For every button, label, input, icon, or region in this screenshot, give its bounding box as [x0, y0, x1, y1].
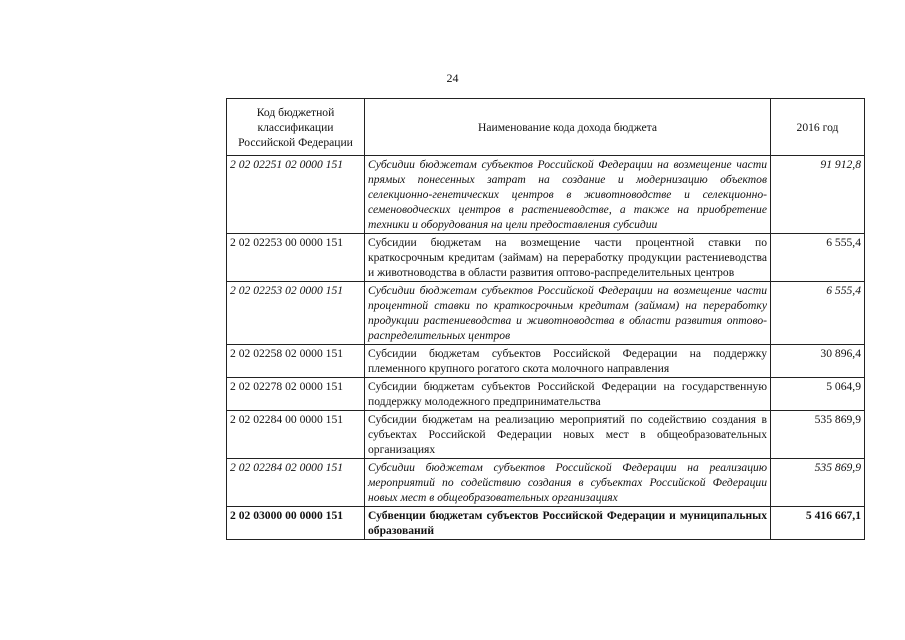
row-name: Субвенции бюджетам субъектов Российской Федерации и муниципальных образований	[365, 507, 771, 540]
row-name: Субсидии бюджетам субъектов Российской Федерации на возмещение части прямых понесенных затрат на создание и модернизацию объектов селекционно-генетических центров в животноводстве и селекционно-семеноводческих центров в растениеводстве, а также на приобретение техники и оборудования на цели предоставления субсидии	[365, 156, 771, 234]
row-name: Субсидии бюджетам на реализацию мероприятий по содействию создания в субъектах Российской Федерации новых мест в общеобразовательных организациях	[365, 411, 771, 459]
budget-revenue-table	[226, 98, 865, 540]
row-code: 2 02 02258 02 0000 151	[227, 345, 365, 378]
row-amount: 91 912,8	[771, 156, 865, 234]
table-row	[227, 156, 865, 234]
row-amount: 5 064,9	[771, 378, 865, 411]
header-year: 2016 год	[771, 99, 865, 156]
row-amount: 535 869,9	[771, 459, 865, 507]
header-code: Код бюджетной классификации Российской Федерации	[227, 99, 365, 156]
header-name: Наименование кода дохода бюджета	[365, 99, 771, 156]
table-row	[227, 378, 865, 411]
table-row	[227, 345, 865, 378]
table-row	[227, 507, 865, 540]
table-row	[227, 459, 865, 507]
row-amount: 535 869,9	[771, 411, 865, 459]
row-code: 2 02 02284 00 0000 151	[227, 411, 365, 459]
row-code: 2 02 02253 02 0000 151	[227, 282, 365, 345]
table-row	[227, 411, 865, 459]
row-code: 2 02 02278 02 0000 151	[227, 378, 365, 411]
row-name: Субсидии бюджетам субъектов Российской Федерации на государственную поддержку молодежного предпринимательства	[365, 378, 771, 411]
row-name: Субсидии бюджетам субъектов Российской Федерации на поддержку племенного крупного рогатого скота молочного направления	[365, 345, 771, 378]
row-amount: 6 555,4	[771, 282, 865, 345]
table-header-row	[227, 99, 865, 156]
table-row	[227, 234, 865, 282]
row-name: Субсидии бюджетам на возмещение части процентной ставки по краткосрочным кредитам (займам) на переработку продукции растениеводства и животноводства в области развития оптово-распределительных центров	[365, 234, 771, 282]
row-name: Субсидии бюджетам субъектов Российской Федерации на реализацию мероприятий по содействию создания в субъектах Российской Федерации новых мест в общеобразовательных организациях	[365, 459, 771, 507]
row-code: 2 02 02251 02 0000 151	[227, 156, 365, 234]
page-number: 24	[446, 71, 459, 85]
row-code: 2 02 03000 00 0000 151	[227, 507, 365, 540]
row-amount: 6 555,4	[771, 234, 865, 282]
row-code: 2 02 02284 02 0000 151	[227, 459, 365, 507]
row-amount: 5 416 667,1	[771, 507, 865, 540]
row-name: Субсидии бюджетам субъектов Российской Федерации на возмещение части процентной ставки по краткосрочным кредитам (займам) на переработку продукции растениеводства и животноводства в области развития оптово-распределительных центров	[365, 282, 771, 345]
row-amount: 30 896,4	[771, 345, 865, 378]
table-row	[227, 282, 865, 345]
row-code: 2 02 02253 00 0000 151	[227, 234, 365, 282]
